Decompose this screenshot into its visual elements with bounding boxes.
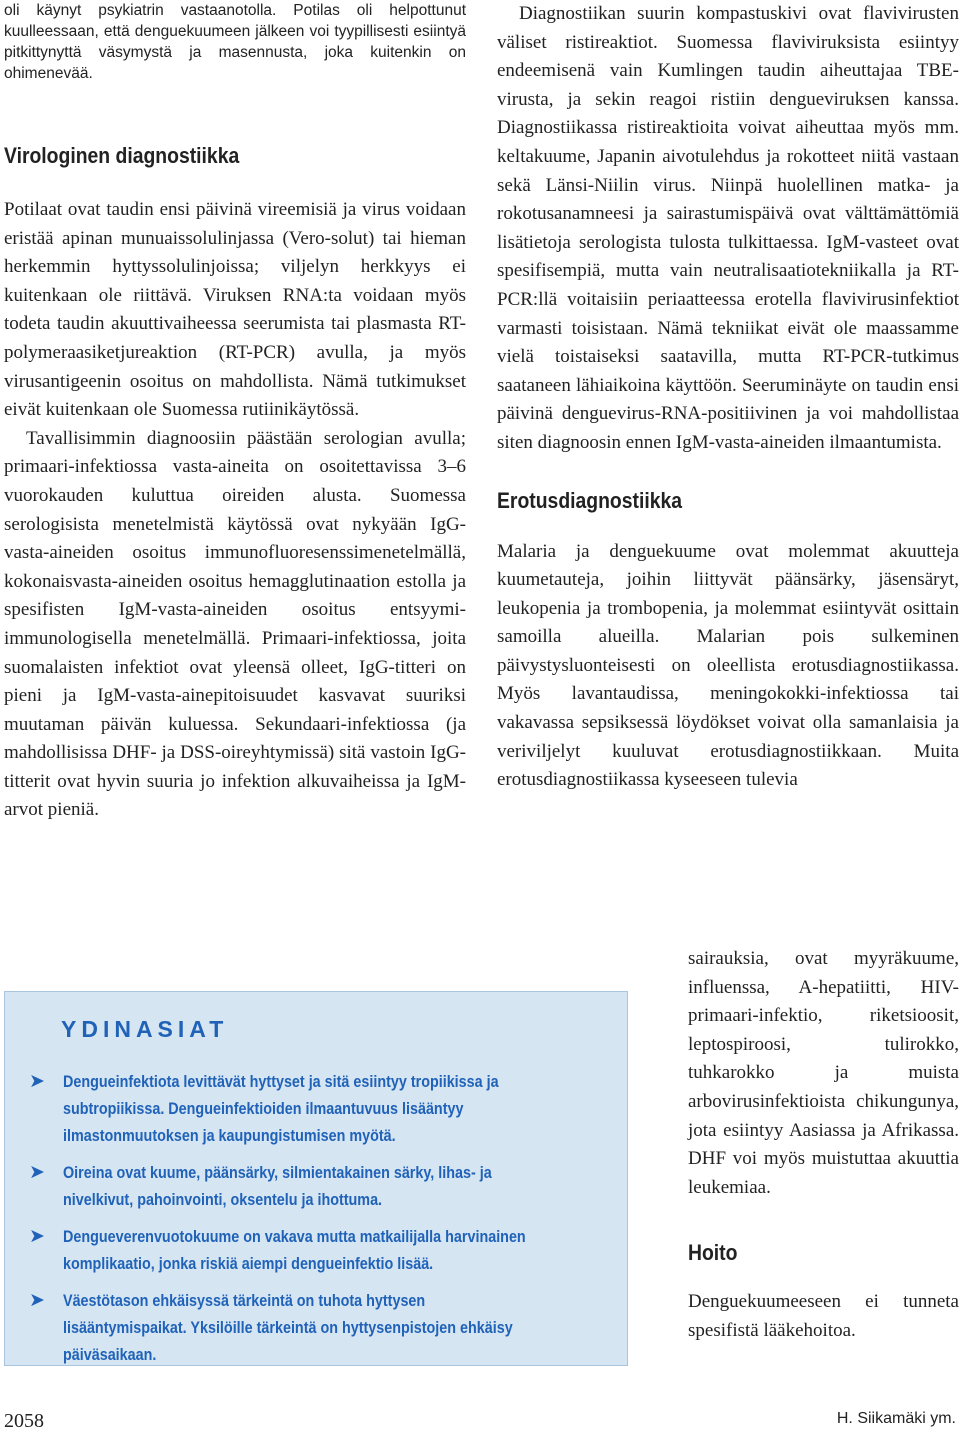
key-point-item xyxy=(29,1224,609,1278)
paragraph-erotusdiagnostiikka: Malaria ja denguekuume ovat molemmat akuutteja kuumetauteja, joihin liittyvät päänsärky, jäsensäryt, leukopenia ja trombopenia, ja molemmat esiintyvät osittain samoilla alueilla. Malarian pois sulkeminen päivystysluonteisesti on oleellista erotusdiagnostiikassa. Myös lavantaudissa, meningokokki-infektiossa tai vakavassa sepsiksessä löydökset voivat olla samanlaisia ja veriviljelyt kuuluvat erotusdiagnostiikkaan. Muita erotusdiagnostiikassa kyseeseen tulevia xyxy=(497,540,959,791)
key-point-text: Väestötason ehkäisyssä tärkeintä on tuhota hyttysen lisääntymispaikat. Yksilöille tärkeintä on hyttysenpistojen ehkäisy päiväsaikaan. xyxy=(63,1292,513,1364)
intro-paragraph: oli käynyt psykiatrin vastaanotolla. Potilas oli helpottunut kuulleessaan, että denguekuumeen jälkeen voi tyypillisesti esiintyä pitkittynyttä väsymystä ja masennusta, joka kuitenkin on ohimenevää. xyxy=(4,2,466,82)
key-points-list xyxy=(29,1069,609,1379)
key-point-text: Oireina ovat kuume, päänsärky, silmientakainen särky, lihas- ja nivelkivut, pahoinvointi, oksentelu ja ihottuma. xyxy=(63,1164,492,1209)
arrow-bullet-icon: ➤ xyxy=(29,1071,45,1092)
page-number: 2058 xyxy=(4,1410,44,1432)
heading-virologinen-diagnostiikka: Virologinen diagnostiikka xyxy=(4,143,240,168)
arrow-bullet-icon: ➤ xyxy=(29,1290,45,1311)
arrow-bullet-icon: ➤ xyxy=(29,1226,45,1247)
key-points-box xyxy=(4,991,628,1366)
paragraph-ristireaktiot: Diagnostiikan suurin kompastuskivi ovat flavivirusten väliset ristireaktiot. Suomessa flaviviruksista esiintyy endeemisenä vain Kumlingen taudin aiheuttajaa TBE-virusta, ja sekin reagoi ristiin dengueviruksen kanssa. Diagnostiikassa ristireaktioita voivat aiheuttaa myös mm. keltakuume, Japanin aivotulehdus ja rokotteet niitä vastaan sekä Länsi-Niilin virus. Niinpä huolellinen matka- ja rokotusanamneesi ja sairastumispäivä ovat välttämättömiä lisätietoja serologista tulosta tulkittaessa. IgM-vasteet ovat spesifisempiä, mutta vain neutralisaatiotekniikalla ja RT-PCR:llä voitaisiin periaatteessa erotella flavivirusinfektiot varmasti toisistaan. Nämä tekniikat eivät ole maassamme vielä toistaiseksi saatavilla, mutta RT-PCR-tutkimus saataneen lähiaikoina käyttöön. Seeruminäyte on taudin ensi päivinä denguevirus-RNA-positiivinen ja voi mahdollistaa siten diagnoosin ennen IgM-vasta-aineiden ilmaantumista. xyxy=(497,3,959,453)
arrow-bullet-icon: ➤ xyxy=(29,1162,45,1183)
key-points-title: YDINASIAT xyxy=(61,1016,229,1042)
key-point-item xyxy=(29,1069,609,1150)
key-point-text: Dengueverenvuotokuume on vakava mutta matkailijalla harvinainen komplikaatio, jonka riskiä aiempi dengueinfektio lisää. xyxy=(63,1228,526,1273)
heading-hoito: Hoito xyxy=(688,1240,738,1266)
paragraph-virologinen-2: Tavallisimmin diagnoosiin päästään serologian avulla; primaari-infektiossa vasta-aineita on osoitettavissa 3–6 vuorokauden kuluttua oireiden alusta. Suomessa serologisista menetelmistä käytössä ovat nykyään IgG-vasta-aineiden osoitus immunofluoresenssimenetelmällä, kokonaisvasta-aineiden osoitus hemagglutinaation estolla ja spesifisten IgM-vasta-aineiden osoitus entsyymi-immunologisella menetelmällä. Primaari-infektiossa, joita suomalaisten infektiot ovat yleensä olleet, IgG-titteri on pieni ja IgM-vasta-ainepitoisuudet kasvavat suuriksi muutaman päivän kuluessa. Sekundaari-infektiossa (ja mahdollisissa DHF- ja DSS-oireyhtymissä) sitä vastoin IgG-titterit ovat hyvin suuria jo infektion alkuvaiheissa ja IgM-arvot pieniä. xyxy=(4,427,466,821)
paragraph-hoito: Denguekuumeeseen ei tunneta spesifistä lääkehoitoa. xyxy=(688,1291,959,1341)
heading-erotusdiagnostiikka: Erotusdiagnostiikka xyxy=(497,487,683,513)
right-narrow-column xyxy=(688,945,959,1346)
author-credit: H. Siikamäki ym. xyxy=(836,1410,956,1427)
left-column xyxy=(4,0,466,825)
paragraph-virologinen-1: Potilaat ovat taudin ensi päivinä vireemisiä ja virus voidaan eristää apinan munuaissolulinjassa (Vero-solut) tai hieman herkemmin hyttyssolulinjoissa; viljelyn herkkyys ei kuitenkaan ole riittävä. Viruksen RNA:ta voidaan myös todeta taudin akuuttivaiheessa seerumista tai plasmasta RT-polymeraasiketjureaktion (RT-PCR) avulla, ja myös virusantigeenin osoitus on mahdollista. Nämä tutkimukset eivät kuitenkaan ole Suomessa rutiinikäytössä. xyxy=(4,199,466,421)
paragraph-erotusdiagnostiikka-cont: sairauksia, ovat myyräkuume, influenssa, A-hepatiitti, HIV-primaari-infektio, riketsioosit, leptospiroosi, tulirokko, tuhkarokko ja muista arbovirusinfektioista chikungunya, jota esiintyy Aasiassa ja Afrikassa. DHF voi myös muistuttaa akuuttia leukemiaa. xyxy=(688,948,959,1198)
key-point-item xyxy=(29,1288,609,1369)
key-point-text: Dengueinfektiota levittävät hyttyset ja sitä esiintyy tropiikissa ja subtropiikissa. Dengueinfektioiden ilmaantuvuus lisääntyy ilmastonmuutoksen ja kaupungistumisen myötä. xyxy=(63,1073,499,1145)
right-column xyxy=(497,0,959,795)
key-point-item xyxy=(29,1160,609,1214)
